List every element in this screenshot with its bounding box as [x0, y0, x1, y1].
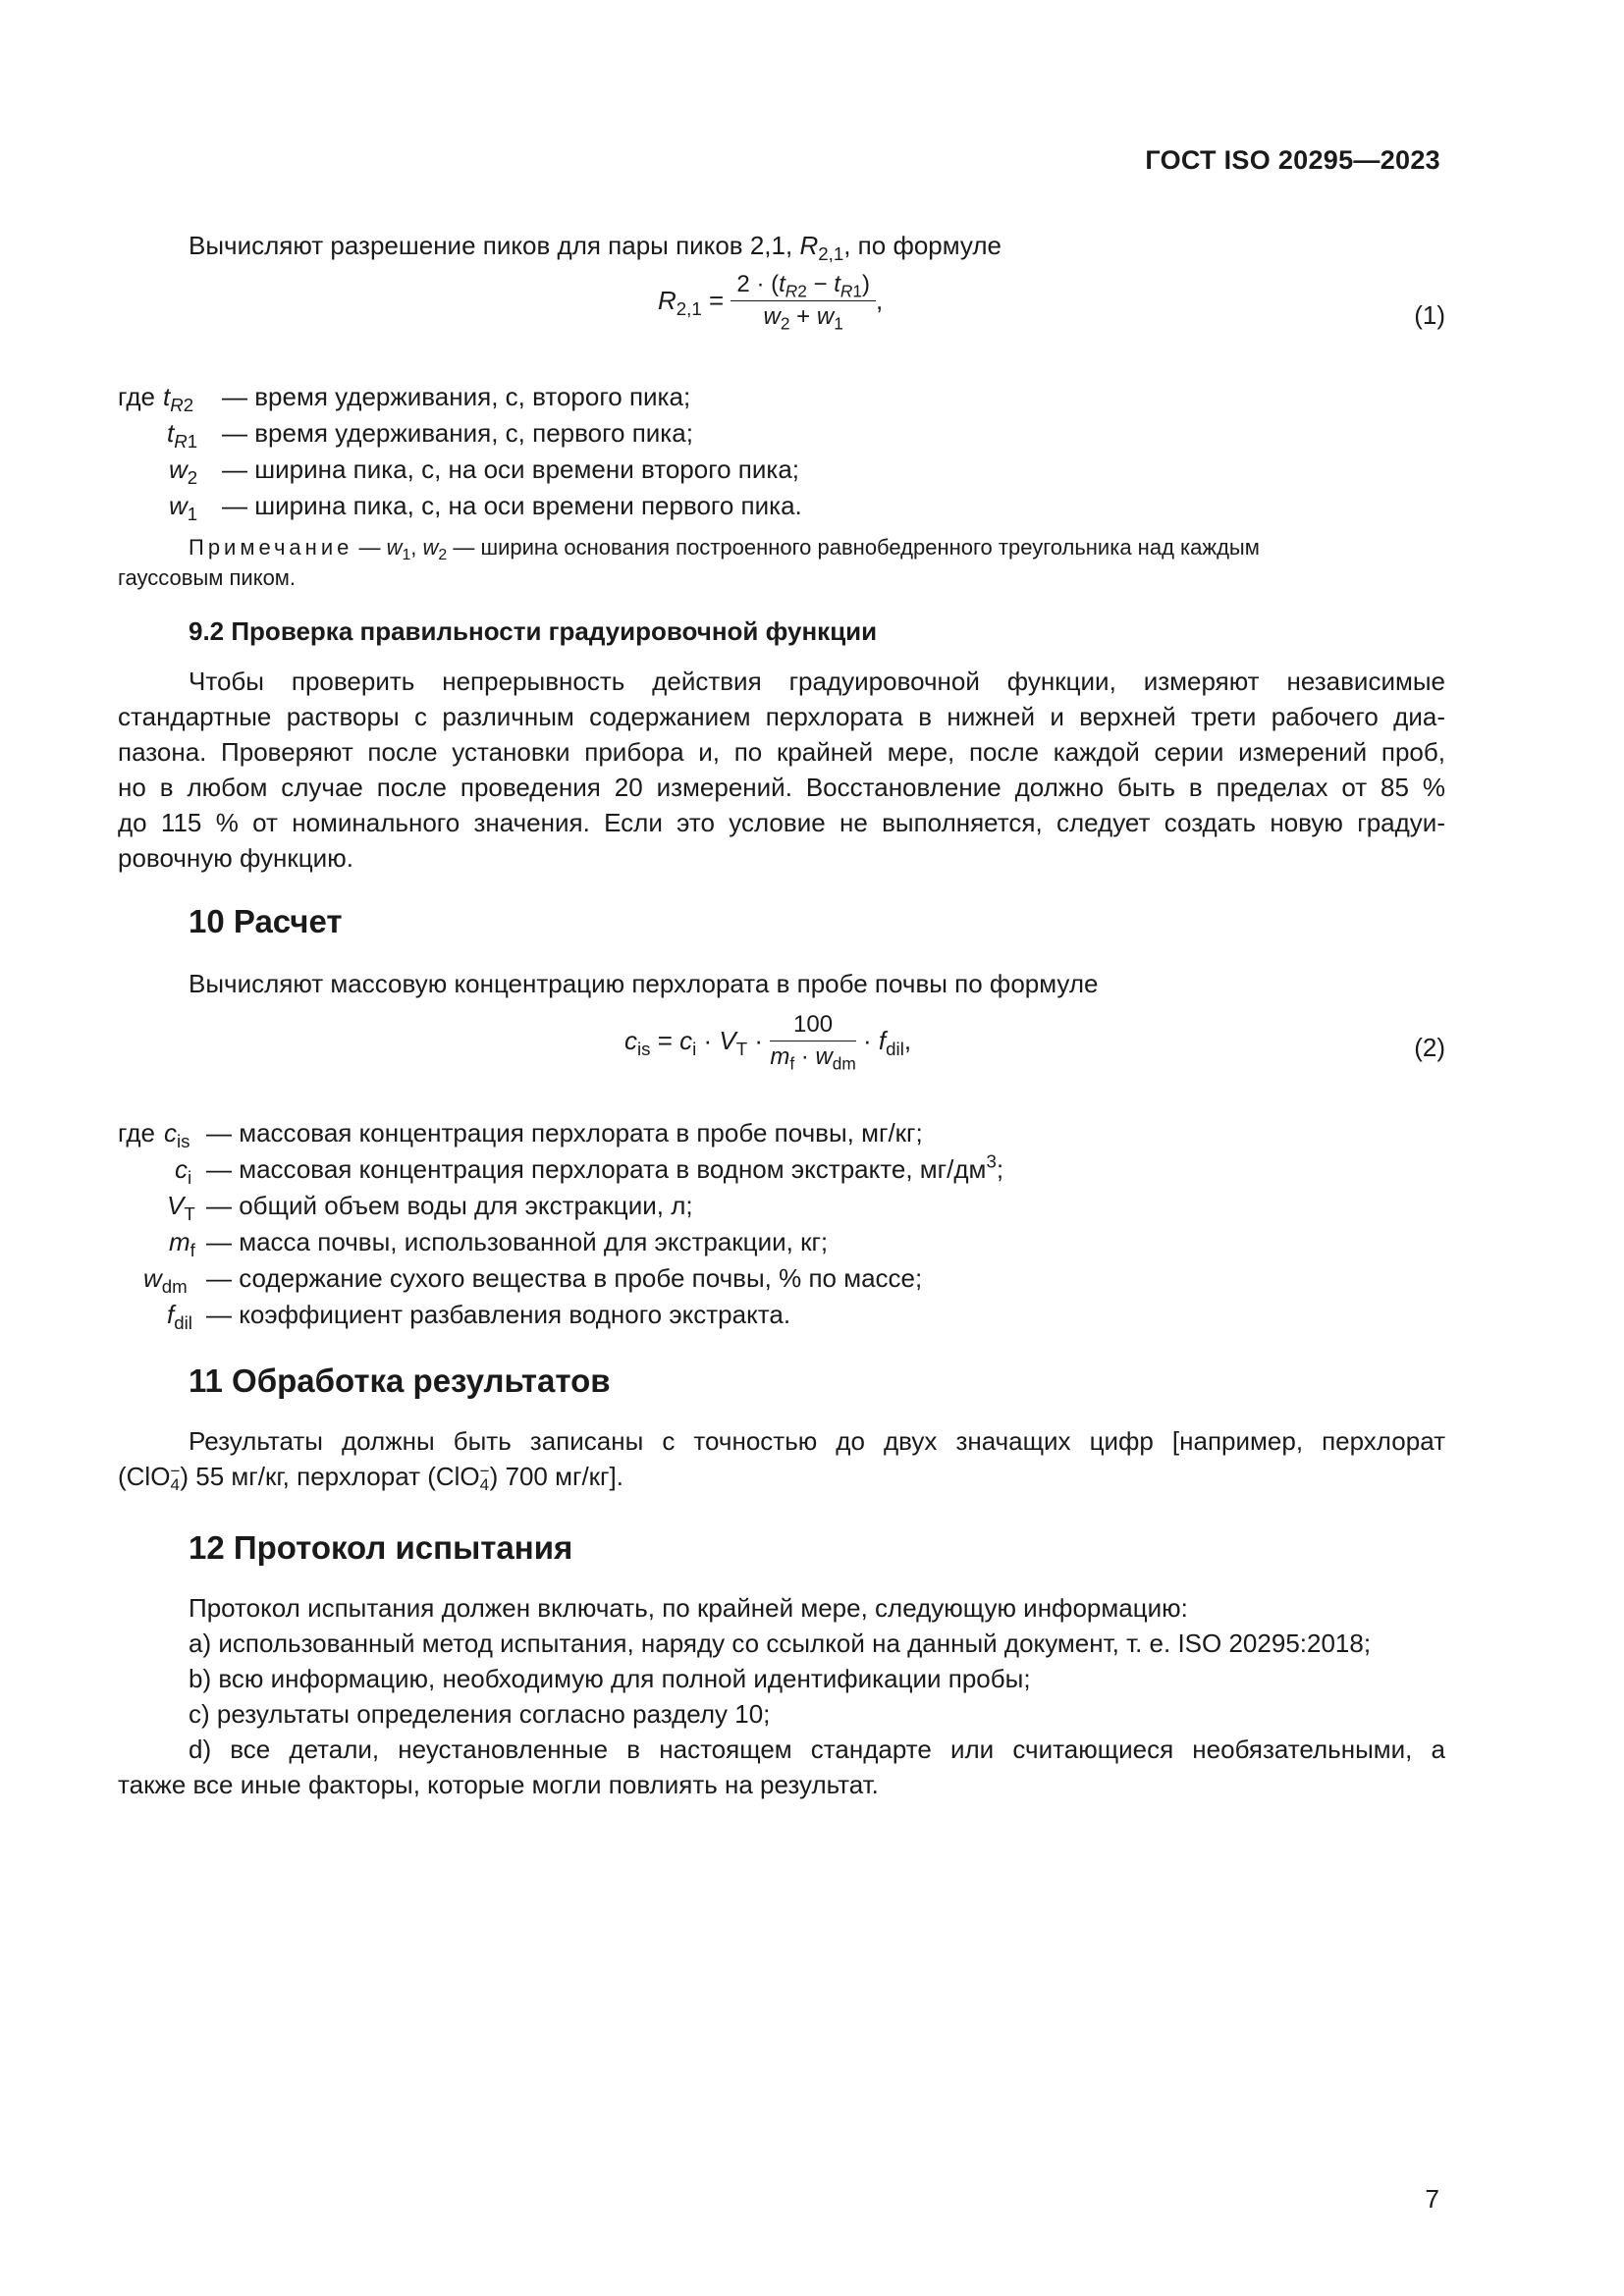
section-9-2-line: ровочную функцию.	[118, 843, 353, 873]
formula-2-fraction: $\frac{100}{m_f \cdot w_{dm}}$	[770, 1011, 856, 1074]
defs1-where: где	[118, 382, 155, 411]
section-12-item-d	[118, 1732, 1445, 1802]
note-line-1: Примечание — $w_1$, $w_2$ — ширина основания построенного равнобедренного треугольника над каждым	[189, 535, 1260, 564]
section-11-title: 11 Обработка результатов	[189, 1362, 611, 1399]
formula-2-constant: 100	[770, 1011, 855, 1041]
def-text-w2: — ширина пика, с, на оси времени второго пика;	[222, 454, 800, 484]
def-symbol-cis: $c_{is}$	[164, 1118, 190, 1151]
def-text-ci	[206, 1151, 1003, 1187]
note-line-2: гауссовым пиком.	[118, 565, 297, 590]
section-11-paragraph	[118, 1423, 1445, 1494]
def-text-ci-main: — массовая концентрация перхлората в водном экстракте, мг/дм	[206, 1154, 987, 1184]
formula-1-fraction: $\frac{2 \cdot (t_{R2} - t_{R1})}{w_2 + w_1}$	[731, 271, 876, 331]
def-symbol-w2: $w_2$	[169, 454, 198, 488]
def-text-tR1: — время удерживания, с, первого пика;	[222, 418, 693, 448]
formula-1: $R_{2,1}$ = $\frac{2 \cdot (t_{R2} - t_{R1})}{w_2 + w_1}$ ,	[658, 271, 884, 334]
section-12-item-c: c) результаты определения согласно разделу 10;	[189, 1699, 771, 1729]
section-9-2-line: пазона. Проверяют после установки прибора и, по крайней мере, после каждой серии измерений проб,	[118, 737, 1445, 767]
section-12-item-d-line-1: d) все детали, неустановленные в настоящем стандарте или считающиеся необязательными, а	[189, 1735, 1445, 1764]
section-9-2-title: 9.2 Проверка правильности градуировочной функции	[189, 616, 878, 646]
section-12-item-b: b) всю информацию, необходимую для полной идентификации пробы;	[189, 1664, 1031, 1693]
defs2-where: где	[118, 1118, 155, 1148]
section-11-line-1: Результаты должны быть записаны с точностью до двух значащих цифр [например, перхлорат	[189, 1426, 1445, 1456]
def-symbol-VT: $V_T$	[167, 1191, 195, 1224]
section-10-title: 10 Расчет	[189, 903, 343, 939]
def-text-cis: — массовая концентрация перхлората в пробе почвы, мг/кг;	[206, 1118, 923, 1148]
resolution-intro-tail: , по формуле	[843, 231, 1001, 260]
def-symbol-w1: $w_1$	[169, 491, 198, 524]
def-symbol-tR1: $t_{R1}$	[167, 418, 198, 452]
formula-1-number: (1)	[1414, 300, 1445, 330]
section-12-intro: Протокол испытания должен включать, по крайней мере, следующую информацию:	[189, 1593, 1188, 1623]
document-header: ГОСТ ISO 20295—2023	[1145, 145, 1440, 175]
def-text-tR2: — время удерживания, с, второго пика;	[222, 382, 691, 411]
def-text-mf: — масса почвы, использованной для экстракции, кг;	[206, 1227, 829, 1256]
resolution-intro-text: Вычисляют разрешение пиков для пары пиков 2,1,	[189, 231, 800, 260]
def-symbol-tR2: $t_{R2}$	[163, 382, 194, 415]
def-text-ci-sup: 3	[986, 1150, 997, 1172]
page-number: 7	[1425, 2184, 1439, 2214]
def-symbol-mf: $m_f$	[169, 1227, 195, 1260]
formula-2-number: (2)	[1414, 1033, 1445, 1062]
def-symbol-wdm: $w_{dm}$	[143, 1263, 188, 1297]
section-9-2-line: стандартные растворы с различным содержанием перхлората в нижней и верхней трети рабочего диа-	[118, 702, 1445, 731]
section-10-intro: Вычисляют массовую концентрацию перхлората в пробе почвы по формуле	[189, 969, 1099, 998]
section-9-2-line: но в любом случае после проведения 20 измерений. Восстановление должно быть в пределах от 85 %	[118, 773, 1445, 802]
formula-2: $c_{is} = c_i \cdot V_T$ · $\frac{100}{m_f \cdot w_{dm}}$ · $f_{dil}$,	[624, 1011, 912, 1074]
def-text-ci-tail: ;	[996, 1154, 1004, 1184]
section-9-2-line: Чтобы проверить непрерывность действия градуировочной функции, измеряют независимые	[189, 667, 1445, 696]
section-12-title: 12 Протокол испытания	[189, 1529, 573, 1566]
def-text-VT: — общий объем воды для экстракции, л;	[206, 1191, 693, 1220]
section-11-line-2-a: ) 55 мг/кг, перхлорат (ClO	[180, 1462, 480, 1491]
note-text: — ширина основания построенного равнобедренного треугольника над каждым	[447, 535, 1260, 560]
section-12-item-d-line-2: также все иные факторы, которые могли повлиять на результат.	[118, 1770, 879, 1799]
section-12-item-a: a) использованный метод испытания, наряду со ссылкой на данный документ, т. е. ISO 20295:2018;	[189, 1629, 1372, 1658]
section-9-2-line: до 115 % от номинального значения. Если это условие не выполняется, следует создать новую градуи-	[118, 808, 1445, 837]
section-9-2-paragraph	[118, 664, 1445, 876]
def-symbol-fdil: $f_{dil}$	[167, 1300, 192, 1333]
def-text-fdil: — коэффициент разбавления водного экстракта.	[206, 1300, 791, 1329]
note-label: Примечание	[189, 535, 353, 560]
def-text-w1: — ширина пика, с, на оси времени первого пика.	[222, 491, 802, 520]
section-11-line-2-b: ) 700 мг/кг].	[489, 1462, 623, 1491]
def-text-wdm: — содержание сухого вещества в пробе почвы, % по массе;	[206, 1263, 923, 1293]
resolution-intro: Вычисляют разрешение пиков для пары пиков 2,1, $R_{2,1}$, по формуле	[189, 231, 1001, 264]
section-11-line-2: (ClO − 4 ) 55 мг/кг, перхлорат (ClO − 4 ) 700 мг/кг].	[118, 1462, 623, 1495]
def-symbol-ci: $c_i$	[175, 1154, 192, 1188]
